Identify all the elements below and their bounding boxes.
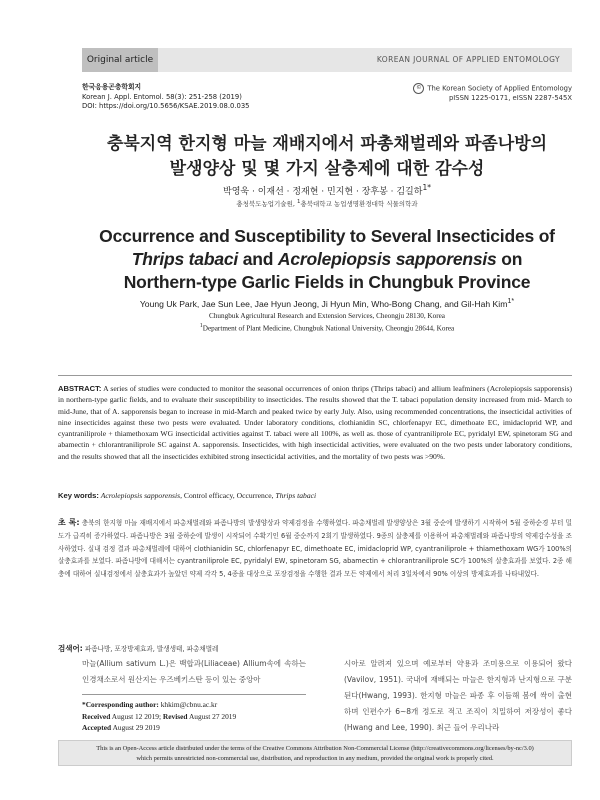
accepted-label: Accepted [82, 723, 112, 732]
korean-aff-sup: 1 [297, 199, 301, 205]
korean-abstract-text: 충북의 한지형 마늘 재배지에서 파총채벌레와 파좀나방의 발생양상과 약제검정을 수행하였다. 파총채벌레 발생양상은 3월 중순에 발생하기 시작하여 5월 중하순경 부터 밀도가 급격히 증가하였다. 파좀나방은 3월 중하순에 발생이 시작되어 수확기인 6월 중순까지 2회기 발생하였다. 9종의 살충제를 이용하여 파총채벌레와 파좀나방의 약제감수성을 조사하였다. 실내 검정 결과 파총채벌레에 대하여 clothianidin SC, chlorfenapyr EC, dimethoate EC, imidacloprid WP, cyantraniliprole + thiamethoxam WG가 100%의 살충효과를 보였다. 파좀나방에 대해서는 cyantraniliprole EC, pyridalyl EW, spinetoram SG, abamectin + chlorantraniliprole SC가 100%의 살충효과를 보였다. 2종 해충에 대하여 실내검정에서 살충효과가 높았던 약제 각각 5, 4종을 대상으로 포장검정을 수행한 결과 모든 약제에서 처리 3일차에서 90% 이상의 방제효과를 나타내었다. [58, 519, 572, 579]
abstract-label: ABSTRACT: [58, 384, 102, 393]
keyword-italic-2: Thrips tabaci [273, 491, 317, 500]
english-authors-sup: 1* [507, 297, 515, 305]
english-authors [82, 297, 572, 309]
korean-abstract [58, 517, 572, 581]
english-title-line2 [82, 248, 572, 271]
korean-aff-1: 충청북도농업기술원, [236, 200, 298, 209]
korean-keywords [58, 643, 572, 654]
license-footer [58, 740, 572, 766]
english-title [82, 225, 572, 294]
keyword-italic: Acrolepiopsis sapporensis, [98, 491, 182, 500]
citation-block [82, 83, 250, 112]
english-aff-2-sup: 1 [199, 323, 203, 329]
english-aff-2-wrap [82, 321, 572, 333]
abstract-text: A series of studies were conducted to monitor the seasonal occurrences of onion thrips (Thrips tabaci) and allium leafminers (Acrolepiopsis sapporensis) in northern-type garlic fields, and to evaluate their susceptibility to insecticides. The results showed that the T. tabaci population density increased from mid- March to mid-June, that of A. sapporensis began to increase in mid-March and peaked twice by early July. Also, using recommended concentrations, the insecticidal activities of nine insecticides against these two pests were evaluated. Under laboratory conditions, clothianidin SC, chlorfenapyr EC, dimethoate EC, imidacloprid WP, and cyantraniliprole + thiamethoxam WG insecticidal activities against T. tabaci were all 100%, as well as. those of cyantraniliprole EC, pyridalyl EW, spinetoram SG and abamectin + chlorantraniliprole SC against A. sapporensis. Insecticides, with high insecticidal activities, were evaluated on the two pests under laboratory conditions, and the results showed that all the insecticides exhibited strong insecticidal activities, and the mortality of two pests was >90%. [58, 384, 572, 461]
doi-link[interactable]: DOI: https://doi.org/10.5656/KSAE.2019.08.0.035 [82, 102, 250, 110]
korean-abstract-label: 초 록: [58, 518, 80, 527]
issn: pISSN 1225-0171, eISSN 2287-545X [448, 94, 572, 102]
copyright-text: The Korean Society of Applied Entomology [427, 84, 572, 93]
korean-authors-text: 박영욱 · 이재선 · 정재현 · 민지현 · 장후봉 · 김길하 [223, 187, 423, 197]
corresponding-email[interactable]: khkim@cbnu.ac.kr [158, 700, 218, 709]
korean-authors-sup: 1* [422, 183, 431, 192]
received-label: Received [82, 711, 111, 721]
korean-title [82, 132, 572, 182]
title-and: and [238, 249, 278, 269]
korean-affiliation [82, 199, 572, 208]
divider [58, 375, 572, 376]
title-on: on [496, 249, 523, 269]
korean-title-line1: 충북지역 한지형 마늘 재배지에서 파총채벌레와 파좀나방의 [106, 134, 548, 154]
korean-aff-2: 충북대학교 농업생명환경대학 식물의학과 [300, 200, 418, 209]
article-type-label: Original article [82, 48, 158, 72]
corresponding-label: *Corresponding author: [82, 700, 159, 709]
license-line1: This is an Open-Access article distributed under the terms of the Creative Commons Attribution Non-Commercial License (http://creativecommons.org/licenses/by-nc/3.0) [96, 745, 534, 752]
accepted-date: August 29 2019 [111, 723, 160, 732]
citation: Korean J. Appl. Entomol. 58(3): 251-258 (2019) [82, 92, 242, 101]
english-title-line1: Occurrence and Susceptibility to Several Insecticides of [99, 226, 555, 246]
keywords-text: Control efficacy, Occurrence, [181, 491, 274, 500]
copyright-block [413, 83, 572, 104]
keywords [58, 491, 572, 500]
journal-korean-name: 한국응용곤충학회지 [82, 83, 142, 91]
correspondence-box [82, 694, 306, 734]
english-title-line3: Northern-type Garlic Fields in Chungbuk Province [123, 272, 531, 292]
abstract [58, 383, 572, 462]
body-column-right: 시아로 알려져 있으며 예로부터 약용과 조미용으로 이용되어 왔다(Vavilov, 1951). 국내에 재배되는 마늘은 한지형과 난지형으로 구분된다(Hwang, 1993). 한지형 마늘은 파종 후 이듬해 봄에 싹이 출현하며 인편수가 6~8개 정도로 적고 조직이 치밀하여 저장성이 좋다(Hwang and Lee, 1990). 최근 들어 우리나라 [344, 659, 572, 732]
body-column-left: 마늘(Allium sativum L.)은 백합과(Liliaceae) Allium속에 속하는 인경채소로서 원산지는 우즈베키스탄 등이 있는 중앙아 [82, 659, 306, 684]
english-affiliations [82, 311, 572, 333]
copyright-icon: © [413, 83, 424, 94]
english-aff-1: Chungbuk Agricultural Research and Extension Services, Cheongju 28130, Korea [209, 312, 445, 320]
korean-keywords-text: 파좀나방, 포장방제효과, 발생생태, 파총채벌레 [82, 645, 219, 653]
species-acrolepiopsis: Acrolepiopsis sapporensis [277, 249, 497, 269]
korean-authors [82, 183, 572, 197]
korean-title-line2: 발생양상 및 몇 가지 살충제에 대한 감수성 [169, 159, 485, 179]
english-authors-text: Young Uk Park, Jae Sun Lee, Jae Hyun Jeong, Ji Hyun Min, Who-Bong Chang, and Gil-Hah Kim [139, 298, 508, 309]
revised-label: Revised [162, 711, 188, 721]
keywords-label: Key words: [58, 491, 99, 500]
revised-date: August 27 2019 [187, 711, 237, 721]
english-aff-2: Department of Plant Medicine, Chungbuk National University, Cheongju 28644, Korea [202, 324, 455, 333]
korean-keywords-label: 검색어: [58, 644, 83, 653]
received-date: August 12 2019; [110, 711, 163, 721]
license-line2: which permits unrestricted non-commercial use, distribution, and reproduction in any medium, provided the original work is properly cited. [136, 754, 494, 762]
journal-header-bar [82, 48, 572, 72]
journal-name: KOREAN JOURNAL OF APPLIED ENTOMOLOGY [376, 55, 560, 64]
species-thrips: Thrips tabaci [131, 249, 239, 269]
